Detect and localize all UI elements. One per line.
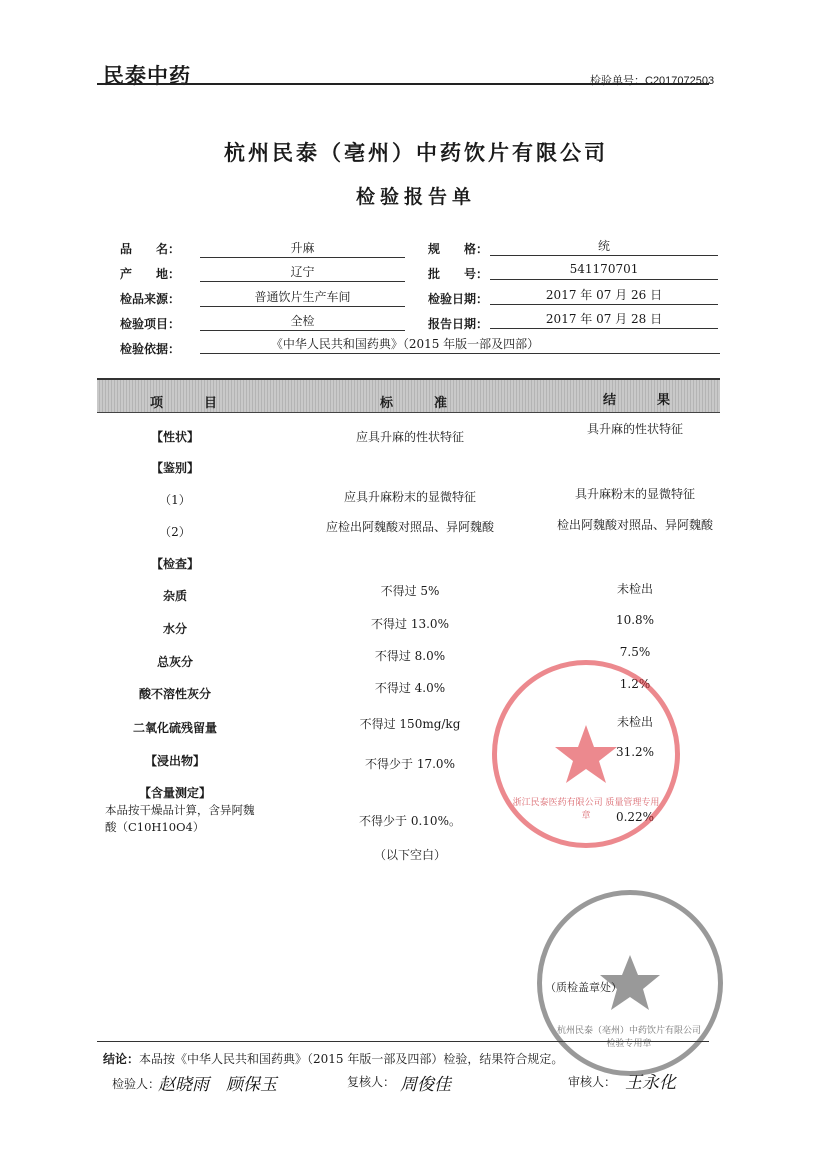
approver-label: 审核人： <box>568 1075 617 1089</box>
footer-divider <box>97 1041 709 1042</box>
source-value: 普通饮片生产车间 <box>254 290 351 304</box>
row-standard: 不得过 13.0% <box>371 617 449 631</box>
origin-label: 产 地： <box>120 267 181 281</box>
conclusion-text: 本品按《中华人民共和国药典》（2015 年版一部及四部）检验，结果符合规定。 <box>139 1052 564 1066</box>
underline <box>200 257 405 258</box>
header-divider <box>97 83 709 85</box>
row-result: 10.8% <box>615 613 655 627</box>
reviewer-signature: 周俊佳 <box>400 1075 451 1095</box>
col-header-result: 结 果 <box>603 393 685 408</box>
row-standard: 不得过 5% <box>380 584 440 598</box>
row-item: 本品按干燥品计算，含异阿魏酸（C10H10O4） <box>105 803 255 834</box>
conclusion <box>103 1050 563 1067</box>
row-result: 7.5% <box>619 645 651 659</box>
row-item: 【含量测定】 <box>138 786 211 800</box>
test-date-value: 2017 年 07 月 26 日 <box>545 288 663 302</box>
qc-stamp-note: （质检盖章处） <box>545 981 622 994</box>
basis-value: 《中华人民共和国药典》（2015 年版一部及四部） <box>270 337 540 351</box>
row-result: 检出阿魏酸对照品、异阿魏酸 <box>556 518 713 532</box>
company-logo: 民泰中药 <box>103 63 191 88</box>
row-item: 【检查】 <box>150 557 199 571</box>
approver-signature: 王永化 <box>625 1073 676 1093</box>
origin-value: 辽宁 <box>290 265 315 279</box>
row-standard: 不得过 150mg/kg <box>359 717 461 731</box>
underline <box>490 328 718 329</box>
row-result: 1.2% <box>619 677 651 691</box>
row-result: 未检出 <box>616 582 653 596</box>
underline <box>200 330 405 331</box>
row-item: 【性状】 <box>150 430 199 444</box>
row-item: 【浸出物】 <box>144 754 205 768</box>
row-standard: 不得少于 0.10%。 <box>359 814 461 828</box>
row-item: 【鉴别】 <box>150 461 199 475</box>
items-value: 全检 <box>290 314 315 328</box>
spec-label: 规 格： <box>428 242 489 256</box>
seal-text: 杭州民泰（亳州）中药饮片有限公司 检验专用章 <box>556 1026 701 1049</box>
underline <box>200 353 720 354</box>
row-standard: 应检出阿魏酸对照品、异阿魏酸 <box>325 520 494 534</box>
row-result: 0.22% <box>615 810 655 824</box>
basis-label: 检验依据： <box>120 342 181 356</box>
row-item: 酸不溶性灰分 <box>138 687 211 701</box>
row-standard: 不得过 4.0% <box>374 681 446 695</box>
report-date-label: 报告日期： <box>428 317 489 331</box>
table-header-rule <box>97 412 720 413</box>
row-item: 杂质 <box>162 589 187 603</box>
underline <box>490 279 718 280</box>
row-item: （2） <box>159 525 191 539</box>
underline <box>200 306 405 307</box>
product-value: 升麻 <box>290 241 315 255</box>
row-standard: 应具升麻粉末的显微特征 <box>343 490 476 504</box>
row-result: 未检出 <box>616 715 653 729</box>
row-result: 具升麻的性状特征 <box>586 422 683 436</box>
underline <box>490 304 718 305</box>
row-item: 总灰分 <box>156 655 193 669</box>
items-label: 检验项目： <box>120 317 181 331</box>
row-item: 水分 <box>162 622 187 636</box>
report-date-value: 2017 年 07 月 28 日 <box>545 312 663 326</box>
test-date-label: 检验日期： <box>428 292 489 306</box>
row-result: 31.2% <box>615 745 655 759</box>
row-standard: 不得少于 17.0% <box>365 757 455 771</box>
seal-text: 浙江民泰医药有限公司 质量管理专用章 <box>512 798 660 821</box>
batch-label: 批 号： <box>428 267 489 281</box>
report-number: 检验单号：C2017072503 <box>590 75 715 87</box>
row-item: （1） <box>159 493 191 507</box>
reviewer-label: 复核人： <box>347 1075 396 1089</box>
source-label: 检品来源： <box>120 292 181 306</box>
col-header-standard: 标 准 <box>380 396 462 411</box>
product-label: 品 名： <box>120 242 181 256</box>
blank-note: （以下空白） <box>373 848 446 862</box>
document-title: 检验报告单 <box>355 186 476 208</box>
row-result: 具升麻粉末的显微特征 <box>574 487 695 501</box>
spec-value: 统 <box>597 239 610 253</box>
conclusion-label: 结论： <box>103 1052 140 1066</box>
batch-value: 541170701 <box>569 262 639 276</box>
inspector-signature: 赵晓雨 顾保玉 <box>158 1075 277 1095</box>
row-standard: 应具升麻的性状特征 <box>355 430 464 444</box>
inspector-label: 检验人： <box>112 1077 161 1091</box>
underline <box>200 281 405 282</box>
row-item: 二氧化硫残留量 <box>132 721 217 735</box>
col-header-item: 项 目 <box>150 396 232 411</box>
company-name: 杭州民泰（亳州）中药饮片有限公司 <box>224 141 608 165</box>
quality-seal <box>492 660 680 848</box>
underline <box>490 255 718 256</box>
row-standard: 不得过 8.0% <box>374 649 446 663</box>
